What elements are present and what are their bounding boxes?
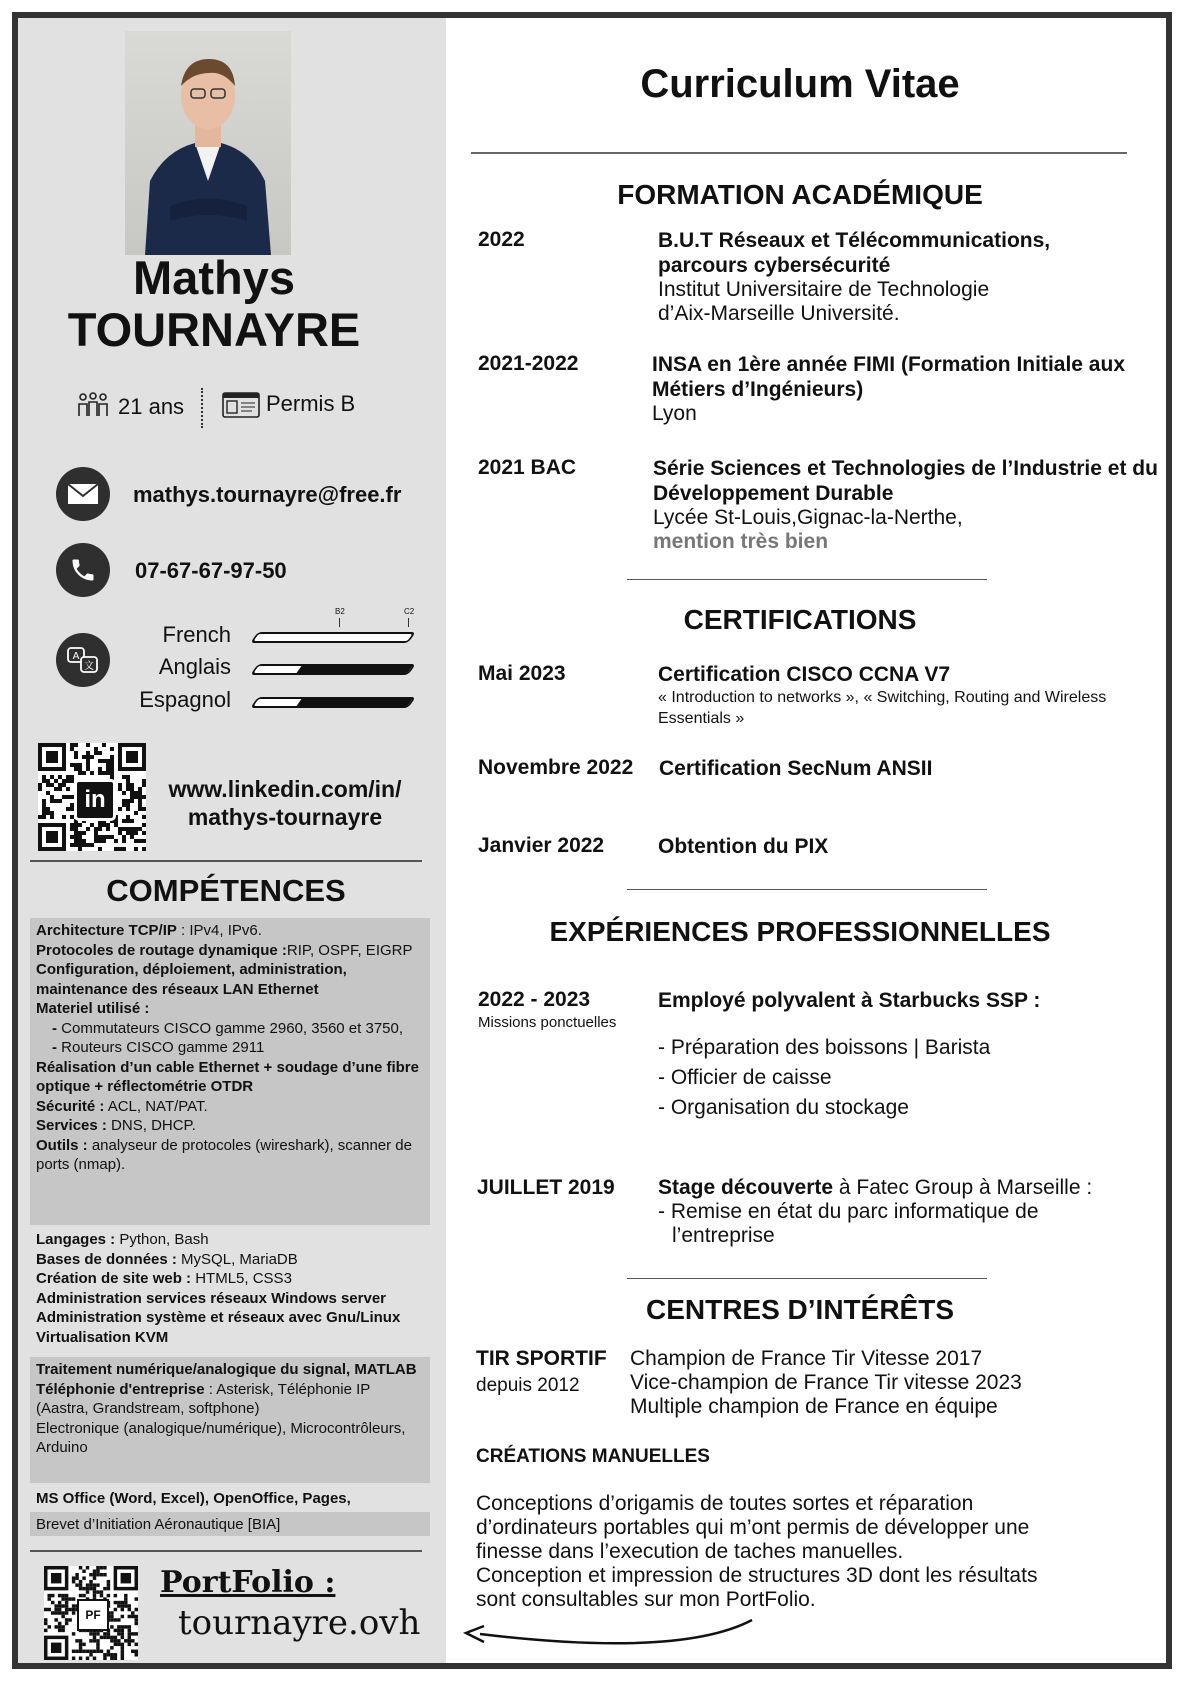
cert-date: Novembre 2022 xyxy=(478,756,634,779)
creations-text: Conceptions d’origamis de toutes sortes et réparation d’ordinateurs portables qui m’ont permis de développer une finesse dans l’execution de taches manuelles. Conception et impression de structures 3D dont les résultats sont consultables sur mon PortFolio. xyxy=(476,1492,1038,1611)
scale-label-c2: C2 xyxy=(404,607,415,616)
license: Permis B xyxy=(266,391,356,416)
cert-title: Certification SecNum ANSII xyxy=(659,757,933,780)
skills-office: MS Office (Word, Excel), OpenOffice, Pages, xyxy=(36,1490,351,1507)
divider xyxy=(627,579,987,580)
cert-date: Janvier 2022 xyxy=(478,834,605,857)
page-title: Curriculum Vitae xyxy=(640,62,960,106)
age: 21 ans xyxy=(118,394,185,419)
divider xyxy=(627,1278,987,1279)
arrow-icon xyxy=(460,1614,756,1659)
profile-photo xyxy=(125,31,291,255)
portfolio-url[interactable]: tournayre.ovh xyxy=(178,1603,421,1643)
language-bar xyxy=(250,664,416,675)
formation-entry: B.U.T Réseaux et Télécommunications, parcours cybersécurité Institut Universitaire de Technologie d’Aix-Marseille Université. xyxy=(658,229,1051,325)
skills-bia: Brevet d’Initiation Aéronautique [BIA] xyxy=(30,1512,430,1536)
formation-year: 2022 xyxy=(478,228,525,251)
portfolio-label: PortFolio : xyxy=(160,1565,336,1600)
linkedin-url-line1[interactable]: www.linkedin.com/in/ xyxy=(168,776,402,802)
cert-title: Obtention du PIX xyxy=(658,835,829,858)
scale-tick xyxy=(408,618,409,627)
portfolio-qr-code[interactable] xyxy=(44,1566,138,1660)
interets-title: CENTRES D’INTÉRÊTS xyxy=(645,1294,955,1325)
people-icon xyxy=(76,392,110,423)
language-bar xyxy=(250,632,416,643)
divider xyxy=(30,1550,422,1552)
phone-icon xyxy=(56,543,110,597)
svg-text:A: A xyxy=(72,651,80,662)
formation-entry: INSA en 1ère année FIMI (Formation Initiale aux Métiers d’Ingénieurs) Lyon xyxy=(652,353,1125,425)
last-name: TOURNAYRE xyxy=(67,303,361,356)
divider xyxy=(30,860,422,862)
creations-title: CRÉATIONS MANUELLES xyxy=(476,1446,710,1467)
exp-sub: Missions ponctuelles xyxy=(478,1014,617,1031)
cert-date: Mai 2023 xyxy=(478,662,566,685)
id-card-icon xyxy=(222,392,260,423)
certifications-title: CERTIFICATIONS xyxy=(683,604,917,635)
first-name: Mathys xyxy=(133,251,295,304)
skills-network: Architecture TCP/IP : IPv4, IPv6. Protocoles de routage dynamique :RIP, OSPF, EIGRP Configuration, déploiement, administration, maintenance des réseaux LAN Ethernet Materiel utilisé : - Commutateurs CISCO gamme 2960, 3560 et 3750, - Routeurs CISCO gamme 2911 Réalisation d’un cable Ethernet + soudage d’une fibre optique + réflectométrie OTDR Sécurité : ACL, NAT/PAT. Services : DNS, DHCP. Outils : analyseur de protocoles (wireshark), scanner de ports (nmap). xyxy=(30,918,430,1225)
sport-achievements: Champion de France Tir Vitesse 2017 Vice-champion de France Tir vitesse 2023 Multiple champion de France en équipe xyxy=(630,1347,1022,1418)
language-name: Espagnol xyxy=(139,687,231,712)
skills-electronics: Traitement numérique/analogique du signal, MATLAB Téléphonie d'entreprise : Asterisk, Téléphonie IP (Aastra, Grandstream, softphone) Electronique (analogique/numérique), Microcontrôleurs, Arduino xyxy=(30,1357,430,1483)
scale-tick xyxy=(339,618,340,627)
divider xyxy=(627,889,987,890)
linkedin-icon: in xyxy=(74,779,116,821)
linkedin-url-line2[interactable]: mathys-tournayre xyxy=(187,804,383,830)
exp-date: JUILLET 2019 xyxy=(477,1176,615,1199)
sport-since: depuis 2012 xyxy=(476,1375,580,1396)
language-name: French xyxy=(162,622,231,647)
skills-dev: Langages : Python, Bash Bases de données : MySQL, MariaDB Création de site web : HTML5, CSS3 Administration services réseaux Windows server Administration système et réseaux avec Gnu/Linux Virtualisation KVM xyxy=(36,1231,401,1346)
formation-entry: Série Sciences et Technologies de l’Industrie et du Développement Durable Lycée St-Louis,Gignac-la-Nerthe, mention très bien xyxy=(653,457,1158,553)
language-name: Anglais xyxy=(158,654,231,679)
experiences-title: EXPÉRIENCES PROFESSIONNELLES xyxy=(549,916,1051,947)
svg-text:文: 文 xyxy=(84,661,94,672)
linkedin-qr-code[interactable] xyxy=(38,743,146,851)
language-bar xyxy=(250,697,416,708)
scale-label-b2: B2 xyxy=(335,607,345,616)
phone[interactable]: 07-67-67-97-50 xyxy=(135,558,287,583)
exp-entry: Employé polyvalent à Starbucks SSP : - Préparation des boissons | Barista - Officier de caisse - Organisation du stockage xyxy=(658,989,1041,1119)
formation-year: 2021 BAC xyxy=(478,456,577,479)
exp-date: 2022 - 2023 xyxy=(478,988,591,1011)
mail-icon xyxy=(56,467,110,521)
formation-year: 2021-2022 xyxy=(478,352,579,375)
divider xyxy=(471,152,1127,154)
email[interactable]: mathys.tournayre@free.fr xyxy=(133,482,402,507)
formation-title: FORMATION ACADÉMIQUE xyxy=(617,179,983,210)
portfolio-logo: PF xyxy=(77,1599,109,1631)
cert-entry: Certification CISCO CCNA V7 « Introduction to networks », « Switching, Routing and Wireless Essentials » xyxy=(658,663,1107,727)
competences-title: COMPÉTENCES xyxy=(106,873,346,908)
sport-title: TIR SPORTIF xyxy=(476,1347,607,1370)
exp-entry: Stage découverte à Fatec Group à Marseille : - Remise en état du parc informatique de l’entreprise xyxy=(658,1176,1093,1247)
divider xyxy=(201,388,203,428)
